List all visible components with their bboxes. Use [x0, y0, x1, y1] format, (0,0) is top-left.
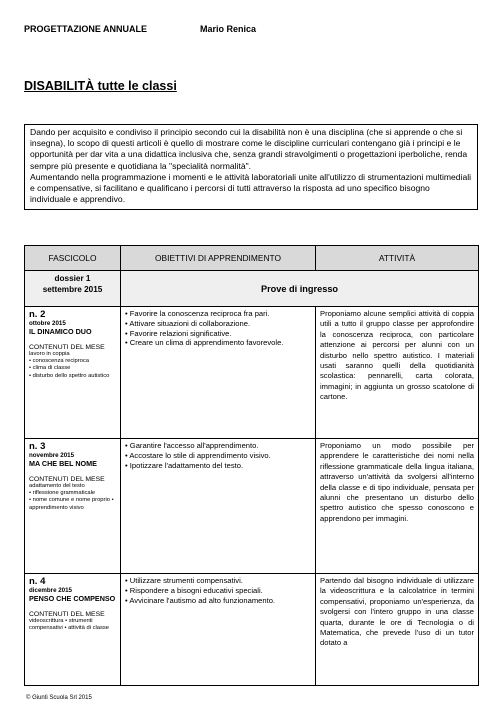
objectives-cell	[121, 307, 316, 439]
issue-name: MA CHE BEL NOME	[29, 459, 97, 468]
fascicolo-cell	[25, 439, 121, 574]
activity-cell: Proponiamo alcune semplici attività di coppia utili a tutto il gruppo classe per approfondire la conoscenza reciproca, con particolare attenzione ai percorsi per alunni con un disturbo nello spettro autistico. I materiali usati saranno quelli della quotidianità scolastica: pennarelli, carta colorata, immagini; in aggiunta un grosso scatolone di cartone.	[316, 307, 479, 439]
objectives-list	[125, 441, 311, 470]
objective-item: • Favorire la conoscenza reciproca fra pari.	[125, 309, 311, 319]
objectives-cell	[121, 574, 316, 686]
table-row-dossier	[25, 271, 479, 307]
objectives-list	[125, 576, 311, 605]
table-header-row	[25, 246, 479, 271]
dossier-cell	[25, 271, 121, 307]
contents-title: CONTENUTI DEL MESE	[29, 476, 105, 483]
program-table	[24, 245, 479, 686]
prove-ingresso-cell: Prove di ingresso	[121, 271, 479, 307]
activity-cell: Partendo dal bisogno individuale di utilizzare la videoscrittura e la calcolatrice in termini compensativi, proponiamo un'esperienza, da svolgersi con l'intero gruppo in una classe quarta, durante le ore di Tecnologia o di Matematica, che prevede l'uso di un tutor dotato a	[316, 574, 479, 686]
header-author: Mario Renica	[200, 24, 257, 34]
page-header	[24, 24, 484, 34]
intro-box	[24, 124, 478, 210]
contents-text: adattamento del testo • riflessione grammaticale • nome comune e nome proprio • apprendimento visivo	[29, 483, 114, 511]
dossier-label: dossier 1	[54, 274, 91, 283]
dossier-date: settembre 2015	[42, 285, 103, 294]
table-row	[25, 307, 479, 439]
objectives-list	[125, 309, 311, 348]
contents-text: lavoro in coppia • conoscenza reciproca • clima di classe • disturbo dello spettro autistico	[29, 351, 110, 379]
issue-number: n. 3	[29, 441, 46, 452]
issue-number: n. 2	[29, 309, 46, 320]
objective-item: • Creare un clima di apprendimento favorevole.	[125, 338, 311, 348]
issue-name: PENSO CHE COMPENSO	[29, 594, 116, 603]
issue-date: ottobre 2015	[29, 320, 66, 327]
fascicolo-cell	[25, 307, 121, 439]
intro-paragraph-2: Aumentando nella programmazione i momenti e le attività laboratoriali unite all'utilizzo di strumentazioni multimediali e compensative, si facilitano e qualificano i percorsi di tutti attraverso la risposta ad uno specifico bisogno individuale e apprendivo.	[30, 171, 472, 205]
header-fascicolo: FASCICOLO	[25, 246, 121, 271]
issue-date: novembre 2015	[29, 452, 75, 459]
intro-paragraph-1: Dando per acquisito e condiviso il principio secondo cui la disabilità non è una disciplina (che si apprende o che si insegna), lo scopo di questi articoli è quello di mostrare come le discipline curriculari contengano già i principi e le opportunità per dar vita a una didattica inclusiva che, senza grandi stravolgimenti o progettazioni iperboliche, renda sempre più presente e quotidiana la "specialità normalità".	[30, 127, 468, 171]
contents-title: CONTENUTI DEL MESE	[29, 611, 105, 618]
objective-item: • Utilizzare strumenti compensativi.	[125, 576, 311, 586]
header-title: PROGETTAZIONE ANNUALE	[24, 24, 147, 34]
objectives-cell	[121, 439, 316, 574]
objective-item: • Accostare lo stile di apprendimento visivo.	[125, 451, 311, 461]
fascicolo-cell	[25, 574, 121, 686]
objective-item: • Rispondere a bisogni educativi speciali.	[125, 586, 311, 596]
contents-text: videoscrittura • strumenti compensativi • attività di classe	[29, 618, 109, 632]
header-obiettivi: OBIETTIVI DI APPRENDIMENTO	[121, 246, 316, 271]
header-attivita: ATTIVITÀ	[316, 246, 479, 271]
objective-item: • Avvicinare l'autismo ad alto funzionamento.	[125, 596, 311, 606]
issue-name: IL DINAMICO DUO	[29, 327, 92, 336]
objective-item: • Attivare situazioni di collaborazione.	[125, 319, 311, 329]
contents-title: CONTENUTI DEL MESE	[29, 344, 105, 351]
objective-item: • Garantire l'accesso all'apprendimento.	[125, 441, 311, 451]
activity-cell: Proponiamo un modo possibile per apprendere le caratteristiche dei nomi nella riflessione grammaticale della lingua italiana, attraverso un'attività da svolgersi all'interno della classe e di tipo individuale, pensata per alunni che presentano un disturbo dello spettro autistico che spesso conoscono e apprendono per immagini.	[316, 439, 479, 574]
table-row	[25, 574, 479, 686]
copyright-footer: © Giunti Scuola Srl 2015	[26, 695, 92, 701]
page-title: DISABILITÀ tutte le classi	[24, 79, 177, 93]
table-row	[25, 439, 479, 574]
issue-number: n. 4	[29, 576, 46, 587]
objective-item: • Ipotizzare l'adattamento del testo.	[125, 461, 311, 471]
objective-item: • Favorire relazioni significative.	[125, 329, 311, 339]
issue-date: dicembre 2015	[29, 587, 72, 594]
